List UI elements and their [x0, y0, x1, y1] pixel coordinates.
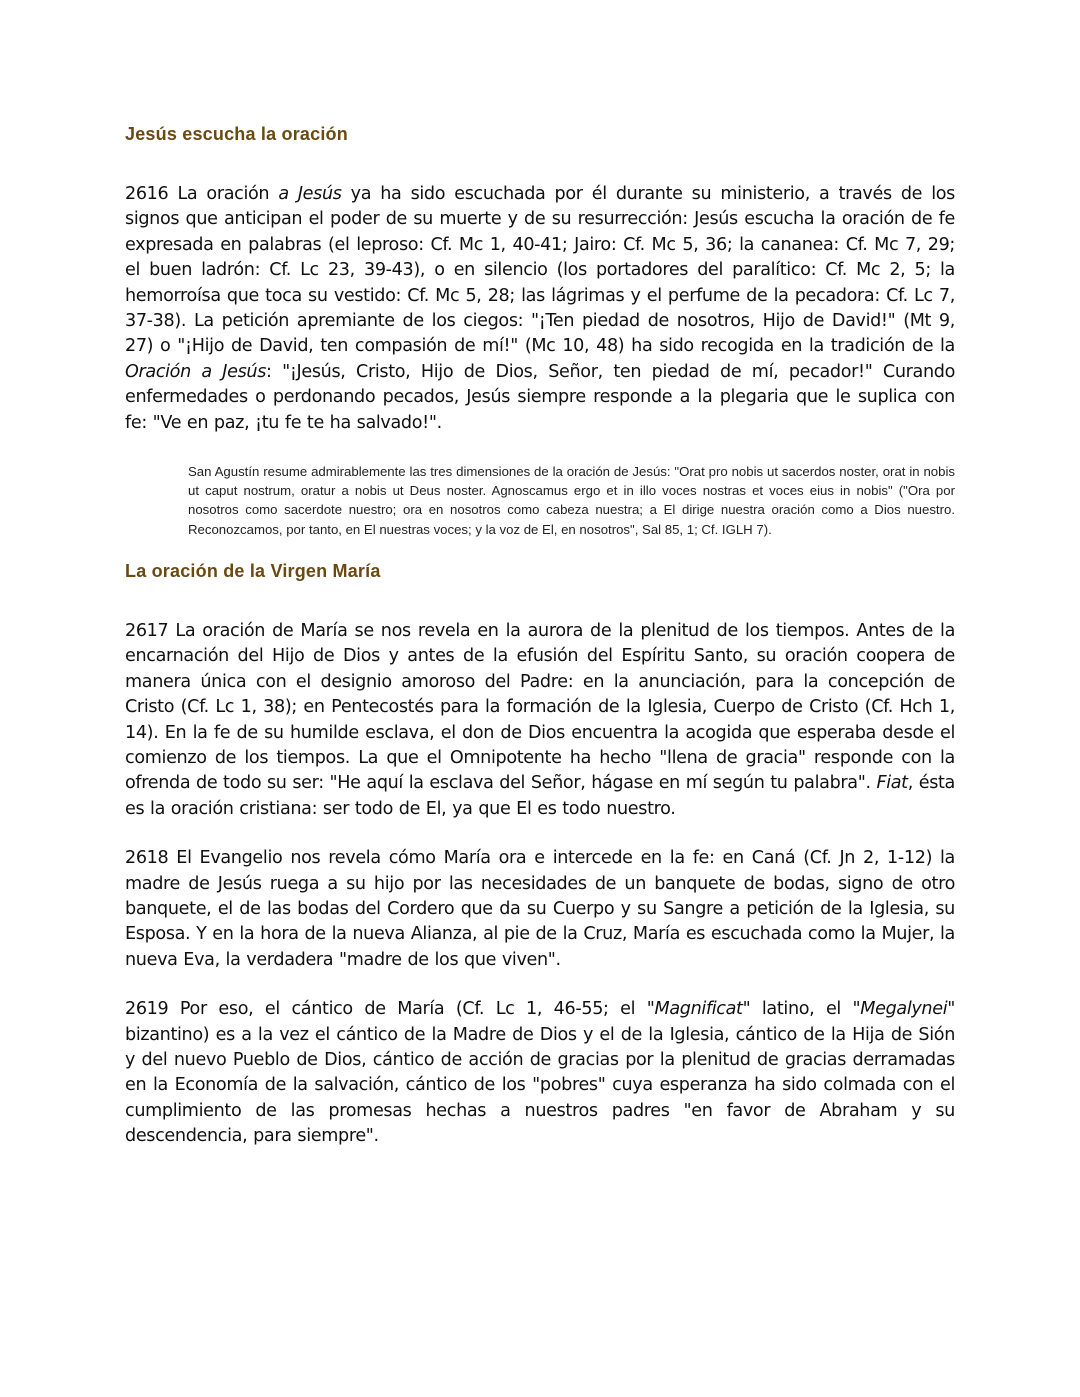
text-segment: 2617 La oración de María se nos revela en la aurora de la plenitud de los tiempos. Antes de la encarnación del Hijo de Dios y antes de la efusión del Espíritu Santo, su oración coopera de manera única con el designio amoroso del Padre: en la anunciación, para la concepción de Cristo (Cf. Lc 1, 38); en Pentecostés para la formación de la Iglesia, Cuerpo de Cristo (Cf. Hch 1, 14). En la fe de su humilde esclava, el don de Dios encuentra la acogida que esperaba desde el comienzo de los tiempos. La que el Omnipotente ha hecho "llena de gracia" responde con la ofrenda de todo su ser: "He aquí la esclava del Señor, hágase en mí según tu palabra".: [125, 620, 955, 794]
italic-text: Megalynei: [860, 999, 948, 1020]
text-segment: " bizantino) es a la vez el cántico de la Madre de Dios y el de la Iglesia, cántico de la Hija de Sión y del nuevo Pueblo de Dios, cántico de acción de gracias por la plenitud de gracias derramadas en la Economía de la salvación, cántico de los "pobres" cuya esperanza ha sido colmada con el cumplimiento de las promesas hechas a nuestros padres "en favor de Abraham y su descendencia, para siempre".: [125, 999, 955, 1147]
quote-san-agustin: San Agustín resume admirablemente las tres dimensiones de la oración de Jesús: "Orat pro nobis ut sacerdos noster, orat in nobis ut caput nostrum, oratur a nobis ut Deus noster. Agnoscamus ergo et in illo voces nostras et voces eius in nobis" ("Ora por nosotros como sacerdote nuestro; ora en nosotros como cabeza nuestra; a El dirige nuestra oración como a Dios nuestro. Reconozcamos, por tanto, en El nuestras voces; y la voz de El, en nosotros", Sal 85, 1; Cf. IGLH 7).: [188, 464, 955, 537]
italic-text: a Jesús: [278, 184, 342, 204]
italic-text: Magnificat: [654, 999, 743, 1020]
paragraph-2618: [125, 846, 955, 973]
italic-text: Fiat: [876, 773, 908, 794]
section-heading-jesus-escucha: Jesús escucha la oración: [125, 124, 348, 144]
section-heading-virgen-maria: La oración de la Virgen María: [125, 560, 381, 581]
text-segment: " latino, el ": [742, 999, 861, 1020]
text-segment: 2616 La oración: [125, 184, 279, 204]
paragraph-2619: [125, 997, 955, 1149]
text-segment: ya ha sido escuchada por él durante su ministerio, a través de los signos que anticipan el poder de su muerte y de su resurrección: Jesús escucha la oración de fe expresada en palabras (el leproso: Cf. Mc 1, 40-41; Jairo: Cf. Mc 5, 36; la cananea: Cf. Mc 7, 29; el buen ladrón: Cf. Lc 23, 39-43), o en silencio (los portadores del paralítico: Cf. Mc 2, 5; la hemorroísa que toca su vestido: Cf. Mc 5, 28; las lágrimas y el perfume de la pecadora: Cf. Lc 7, 37-38). La petición apremiante de los ciegos: "¡Ten piedad de nosotros, Hijo de David!" (Mt 9, 27) o "¡Hijo de David, ten compasión de mí!" (Mc 10, 48) ha sido recogida en la tradición de la: [125, 184, 956, 357]
document-page: [125, 124, 955, 1150]
italic-text: Oración a Jesús: [125, 361, 267, 382]
text-segment: 2619 Por eso, el cántico de María (Cf. Lc 1, 46-55; el ": [125, 999, 655, 1020]
text-segment: , ésta es la oración cristiana: ser todo de El, ya que El es todo nuestro.: [125, 773, 955, 819]
paragraph-2616: [125, 182, 955, 436]
text-segment: : "¡Jesús, Cristo, Hijo de Dios, Señor, ten piedad de mí, pecador!" Curando enfermedades o perdonando pecados, Jesús siempre responde a la plegaria que le suplica con fe: "Ve en paz, ¡tu fe te ha salvado!".: [125, 361, 956, 433]
paragraph-2617: [125, 619, 955, 822]
text-segment: 2618 El Evangelio nos revela cómo María ora e intercede en la fe: en Caná (Cf. Jn 2, 1-12) la madre de Jesús ruega a su hijo por las necesidades de un banquete de bodas, signo de otro banquete, el de las bodas del Cordero que da su Cuerpo y su Sangre a petición de la Iglesia, su Esposa. Y en la hora de la nueva Alianza, al pie de la Cruz, María es escuchada como la Mujer, la nueva Eva, la verdadera "madre de los que viven".: [125, 848, 955, 970]
